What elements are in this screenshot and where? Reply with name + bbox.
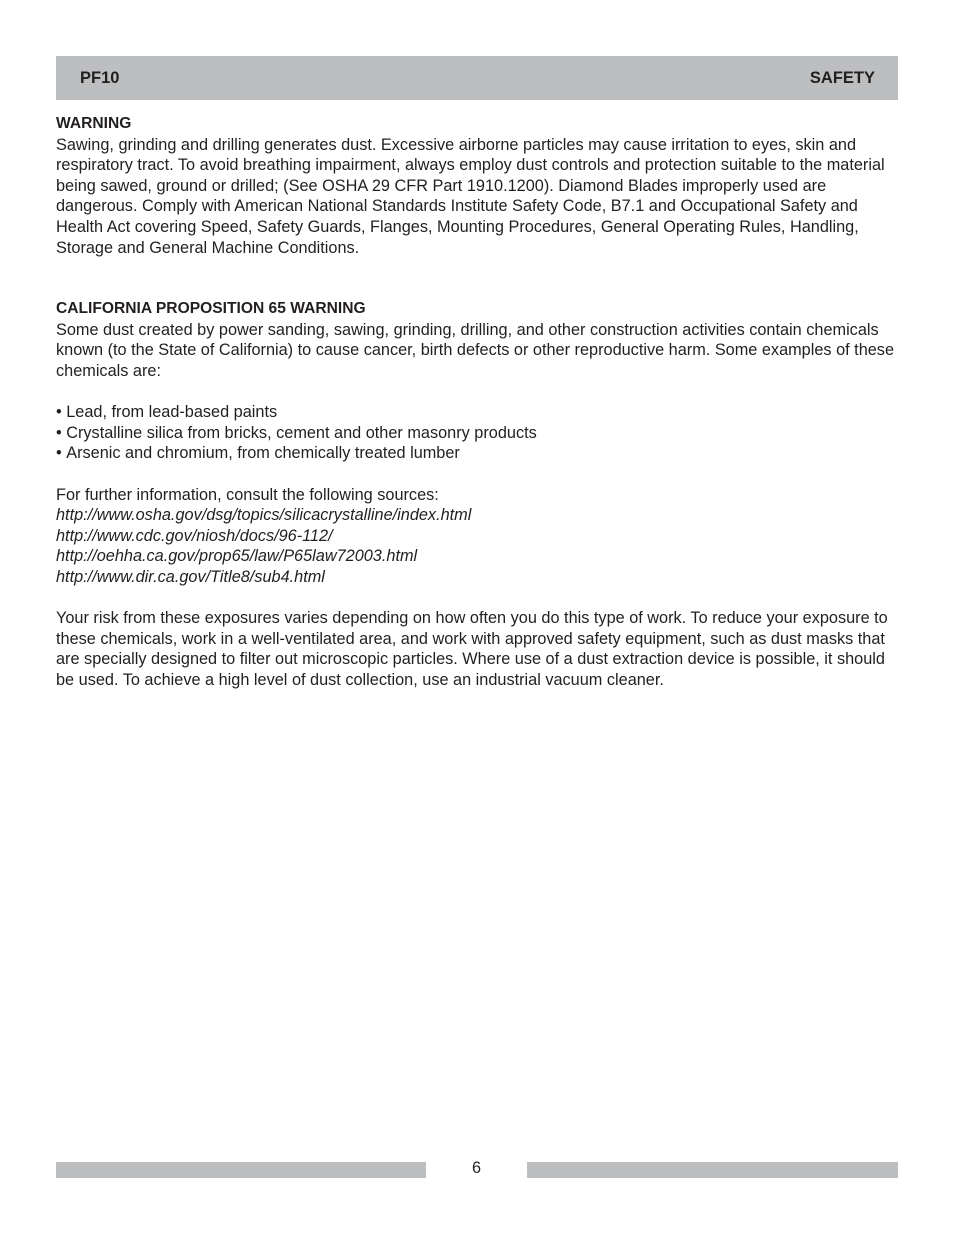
- source-link[interactable]: http://oehha.ca.gov/prop65/law/P65law72003.html: [56, 547, 418, 566]
- page-content: [56, 114, 901, 690]
- spacer: [56, 587, 901, 608]
- prop65-heading: CALIFORNIA PROPOSITION 65 WARNING: [56, 300, 366, 318]
- spacer: [56, 464, 901, 485]
- warning-text: Sawing, grinding and drilling generates dust. Excessive airborne particles may cause irritation to eyes, skin and respiratory tract. To avoid breathing impairment, always employ dust controls and protection suitable to the material being sawed, ground or drilled; (See OSHA 29 CFR Part 1910.1200). Diamond Blades improperly used are dangerous. Comply with American National Standards Institute Safety Code, B7.1 and Occupational Safety and Health Act covering Speed, Safety Guards, Flanges, Mounting Procedures, General Operating Rules, Handling, Storage and General Machine Conditions.: [56, 135, 885, 257]
- header-model: PF10: [80, 68, 120, 87]
- closing-text: Your risk from these exposures varies depending on how often you do this type of work. To reduce your exposure to these chemicals, work in a well-ventilated area, and work with approved safety equipment, such as dust masks that are specially designed to filter out microscopic particles. Where use of a dust extraction device is possible, it should be used. To achieve a high level of dust collection, use an industrial vacuum cleaner.: [56, 609, 888, 689]
- chemicals-list: [56, 402, 901, 464]
- page-header-bar: [56, 56, 898, 100]
- source-link[interactable]: http://www.cdc.gov/niosh/docs/96-112/: [56, 526, 333, 545]
- footer-bar-right: [527, 1162, 898, 1178]
- source-link[interactable]: http://www.dir.ca.gov/Title8/sub4.html: [56, 567, 325, 586]
- warning-heading: WARNING: [56, 115, 132, 132]
- list-item: • Arsenic and chromium, from chemically treated lumber: [56, 443, 901, 464]
- source-link[interactable]: http://www.osha.gov/dsg/topics/silicacrystalline/index.html: [56, 506, 472, 525]
- spacer: [56, 258, 901, 299]
- spacer: [56, 382, 901, 403]
- sources-intro: For further information, consult the following sources:: [56, 485, 439, 504]
- header-section: SAFETY: [809, 68, 875, 87]
- prop65-intro: Some dust created by power sanding, sawing, grinding, drilling, and other construction activities contain chemicals known (to the State of California) to cause cancer, birth defects or other reproductive harm. Some examples of these chemicals are:: [56, 320, 895, 380]
- footer-bar-left: [56, 1162, 426, 1178]
- list-item: • Lead, from lead-based paints: [56, 402, 901, 423]
- list-item: • Crystalline silica from bricks, cement and other masonry products: [56, 423, 901, 444]
- page-number: 6: [471, 1159, 482, 1177]
